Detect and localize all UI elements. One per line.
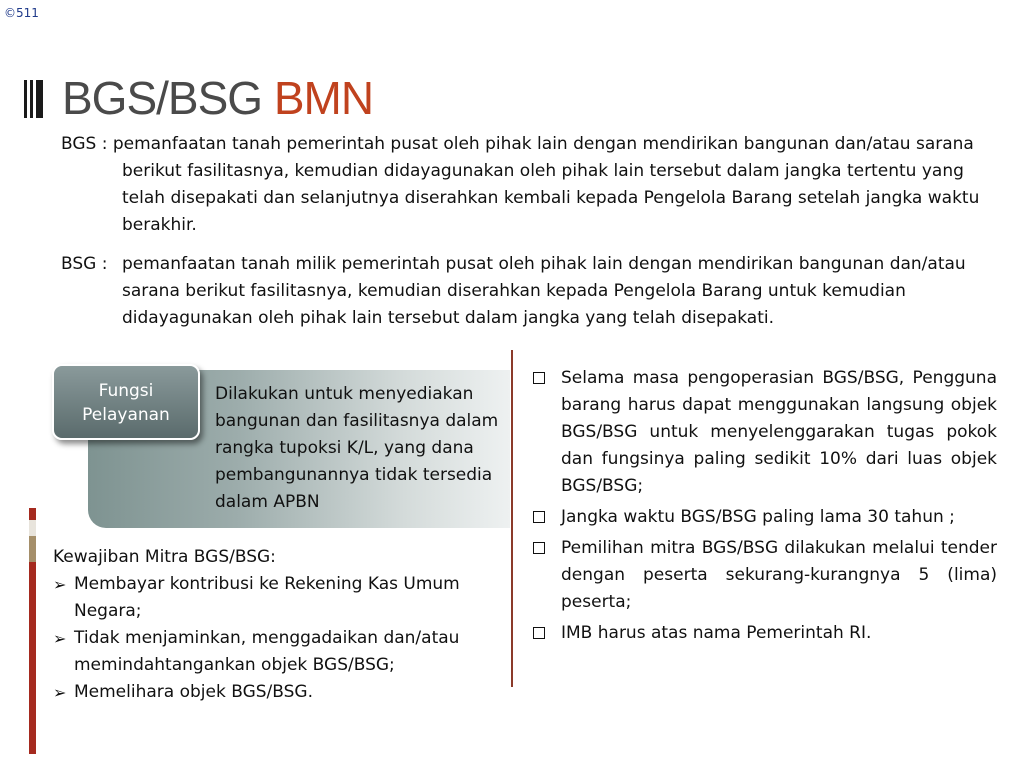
checkbox-bullet-icon bbox=[533, 542, 545, 554]
fungsi-description: Dilakukan untuk menyediakan bangunan dan fasilitasnya dalam rangka tupoksi K/L, yang dana pembangunannya tidak tersedia dalam APBN bbox=[215, 384, 499, 512]
definition-label: BSG : bbox=[61, 254, 108, 274]
list-item: Pemilihan mitra BGS/BSG dilakukan melalui tender dengan peserta sekurang-kurangnya 5 (lima) peserta; bbox=[532, 535, 997, 616]
title-accent: BMN bbox=[273, 72, 374, 124]
page-title bbox=[62, 68, 373, 128]
definition-bgs bbox=[61, 131, 1001, 239]
column-divider bbox=[511, 350, 513, 687]
kewajiban-section bbox=[53, 544, 498, 706]
definition-text: BGS : pemanfaatan tanah pemerintah pusat oleh pihak lain dengan mendirikan bangunan dan/atau sarana berikut fasilitasnya, kemudian didayagunakan oleh pihak lain tersebut dalam jangka tertentu yang telah disepakati dan selanjutnya diserahkan kembali kepada Pengelola Barang setelah jangka waktu berakhir. bbox=[61, 134, 980, 235]
definition-bsg bbox=[61, 251, 1001, 332]
side-accent-red-top bbox=[29, 508, 36, 520]
ketentuan-list bbox=[532, 365, 997, 651]
corner-label: ©511 bbox=[4, 6, 39, 20]
kewajiban-heading: Kewajiban Mitra BGS/BSG: bbox=[53, 547, 276, 567]
list-item: Jangka waktu BGS/BSG paling lama 30 tahun ; bbox=[532, 504, 997, 531]
definition-text: pemanfaatan tanah milik pemerintah pusat oleh pihak lain dengan mendirikan bangunan dan/atau sarana berikut fasilitasnya, kemudian diserahkan kepada Pengelola Barang untuk kemudian didayagunakan oleh pihak lain tersebut dalam jangka yang telah disepakati. bbox=[122, 254, 966, 328]
list-item: Selama masa pengoperasian BGS/BSG, Pengguna barang harus dapat menggunakan langsung objek BGS/BSG untuk menyelenggarakan tugas pokok dan fungsinya paling sedikit 10% dari luas objek BGS/BSG; bbox=[532, 365, 997, 500]
arrow-bullet-icon: ➢ bbox=[53, 683, 67, 702]
fungsi-tab bbox=[52, 364, 200, 440]
list-item: ➢ Membayar kontribusi ke Rekening Kas Umum Negara; bbox=[53, 571, 498, 625]
list-item: ➢ Memelihara objek BGS/BSG. bbox=[53, 679, 498, 706]
fungsi-tab-label: Fungsi Pelayanan bbox=[82, 381, 170, 425]
checkbox-bullet-icon bbox=[533, 627, 545, 639]
checkbox-bullet-icon bbox=[533, 511, 545, 523]
side-accent-tan bbox=[29, 536, 36, 562]
list-item: ➢ Tidak menjaminkan, menggadaikan dan/atau memindahtangankan objek BGS/BSG; bbox=[53, 625, 498, 679]
list-item: IMB harus atas nama Pemerintah RI. bbox=[532, 620, 997, 647]
title-primary: BGS/BSG bbox=[62, 72, 263, 124]
arrow-bullet-icon: ➢ bbox=[53, 629, 67, 648]
definition-label: BGS : bbox=[61, 134, 113, 154]
side-accent-light bbox=[29, 520, 36, 536]
kewajiban-list bbox=[53, 571, 498, 706]
side-accent-red bbox=[29, 562, 36, 754]
title-stripes-icon bbox=[24, 80, 44, 118]
checkbox-bullet-icon bbox=[533, 372, 545, 384]
arrow-bullet-icon: ➢ bbox=[53, 575, 67, 594]
